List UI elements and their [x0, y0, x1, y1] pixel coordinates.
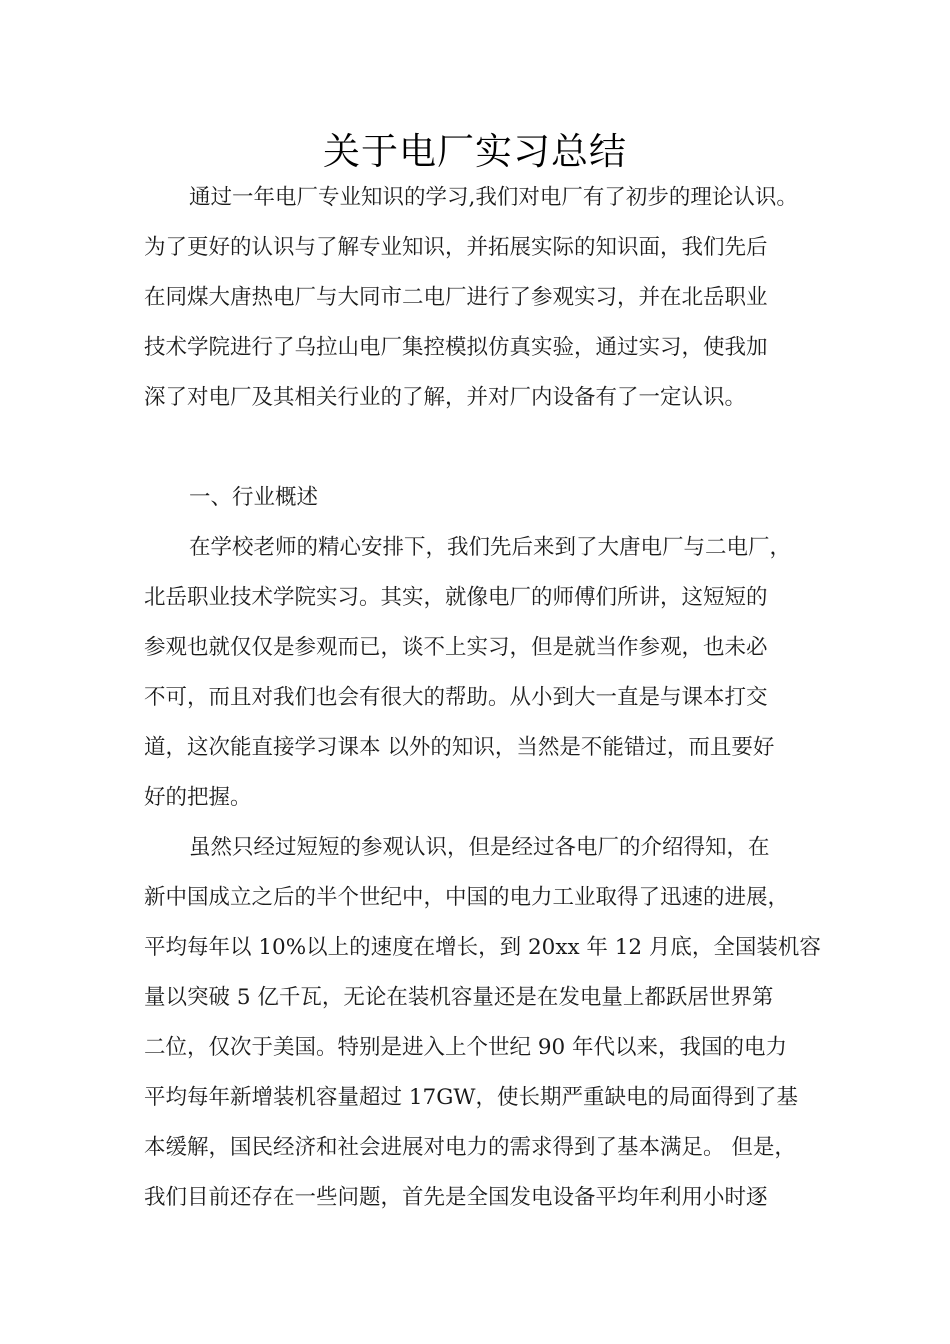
paragraph-line: 在同煤大唐热电厂与大同市二电厂进行了参观实习，并在北岳职业: [144, 285, 768, 310]
paragraph-line: 新中国成立之后的半个世纪中，中国的电力工业取得了迅速的进展，: [144, 885, 790, 910]
section-heading: 一、行业概述: [189, 485, 319, 510]
paragraph-line: 深了对电厂及其相关行业的了解，并对厂内设备有了一定认识。: [144, 385, 747, 410]
paragraph-line: 我们目前还存在一些问题，首先是全国发电设备平均年利用小时逐: [144, 1185, 768, 1210]
paragraph-line: 平均每年以 10%以上的速度在增长，到 20xx 年 12 月底，全国装机容: [144, 935, 821, 960]
paragraph-line: 在学校老师的精心安排下，我们先后来到了大唐电厂与二电厂，: [189, 535, 792, 560]
document-title: 关于电厂实习总结: [323, 130, 627, 173]
paragraph-line: 量以突破 5 亿千瓦，无论在装机容量还是在发电量上都跃居世界第: [144, 985, 774, 1010]
paragraph-line: 北岳职业技术学院实习。其实，就像电厂的师傅们所讲，这短短的: [144, 585, 768, 610]
paragraph-line: 为了更好的认识与了解专业知识，并拓展实际的知识面，我们先后: [144, 235, 768, 260]
paragraph-line: 道，这次能直接学习课本 以外的知识，当然是不能错过，而且要好: [144, 735, 775, 760]
paragraph-line: 虽然只经过短短的参观认识，但是经过各电厂的介绍得知，在: [189, 835, 770, 860]
paragraph-line: 通过一年电厂专业知识的学习,我们对电厂有了初步的理论认识。: [189, 185, 798, 210]
paragraph-line: 参观也就仅仅是参观而已，谈不上实习，但是就当作参观，也未必: [144, 635, 768, 660]
paragraph-line: 不可，而且对我们也会有很大的帮助。从小到大一直是与课本打交: [144, 685, 768, 710]
paragraph-line: 平均每年新增装机容量超过 17GW，使长期严重缺电的局面得到了基: [144, 1085, 798, 1110]
paragraph-line: 本缓解，国民经济和社会进展对电力的需求得到了基本满足。 但是，: [144, 1135, 796, 1160]
paragraph-line: 技术学院进行了乌拉山电厂集控模拟仿真实验，通过实习，使我加: [144, 335, 768, 360]
paragraph-line: 二位，仅次于美国。特别是进入上个世纪 90 年代以来，我国的电力: [144, 1035, 788, 1060]
paragraph-line: 好的把握。: [144, 785, 252, 810]
